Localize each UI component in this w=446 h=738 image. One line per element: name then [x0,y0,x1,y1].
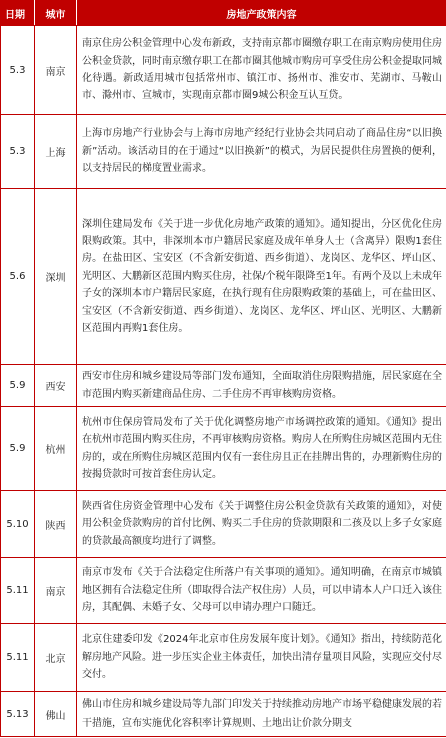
row-date: 5.3 [1,115,35,189]
table-row [1,558,446,624]
row-content: 佛山市住房和城乡建设局等九部门印发关于持续推动房地产市场平稳健康发展的若干措施，宣布实施优化容积率计算规则、土地出让价款分期支 [77,692,446,737]
table-row [1,115,446,189]
row-date: 5.3 [1,26,35,115]
row-city: 南京 [35,558,77,624]
row-date: 5.13 [1,692,35,737]
row-city: 佛山 [35,692,77,737]
row-city: 西安 [35,365,77,407]
row-content: 上海市房地产行业协会与上海市房地产经纪行业协会共同启动了商品住房“以旧换新”活动。该活动目的在于通过“以旧换新”的模式，为居民提供住房置换的便利，以支持居民的梯度置业需求。 [77,115,446,189]
row-content: 西安市住房和城乡建设局等部门发布通知，全面取消住房限购措施，居民家庭在全市范围内购买新建商品住房、二手住房不再审核购房资格。 [77,365,446,407]
row-date: 5.11 [1,624,35,692]
table-row [1,365,446,407]
table-row [1,189,446,365]
row-date: 5.9 [1,365,35,407]
row-city: 北京 [35,624,77,692]
row-date: 5.9 [1,407,35,491]
row-city: 杭州 [35,407,77,491]
table-row [1,692,446,737]
row-city: 陕西 [35,491,77,558]
row-content: 北京住建委印发《2024年北京市住房发展年度计划》。《通知》指出，持续防范化解房地产风险。进一步压实企业主体责任，加快出清存量项目风险，实现应交付尽交付。 [77,624,446,692]
table-row [1,491,446,558]
table-row [1,407,446,491]
row-content: 南京市发布《关于合法稳定住所落户有关事项的通知》。通知明确，在南京市城镇地区拥有合法稳定住所（即取得合法产权住房）人员，可以申请本人户口迁入该住房，其配偶、未婚子女、父母可以申请办理户口随迁。 [77,558,446,624]
row-city: 深圳 [35,189,77,365]
table-row [1,624,446,692]
header-city: 城市 [35,1,77,26]
row-date: 5.11 [1,558,35,624]
header-content: 房地产政策内容 [77,1,446,26]
row-city: 上海 [35,115,77,189]
row-content: 深圳住建局发布《关于进一步优化房地产政策的通知》。通知提出，分区优化住房限购政策。其中，非深圳本市户籍居民家庭及成年单身人士（含离异）限购1套住房。在盐田区、宝安区（不含新安街道、西乡街道）、龙岗区、龙华区、坪山区、光明区、大鹏新区范围内购买住房，社保/个税年限降至1年。有两个及以上未成年子女的深圳本市户籍居民家庭，在执行现有住房限购政策的基础上，可在盐田区、宝安区（不含新安街道、西乡街道）、龙岗区、龙华区、坪山区、光明区、大鹏新区范围内再购1套住房。 [77,189,446,365]
row-content: 南京住房公积金管理中心发布新政，支持南京都市圈缴存职工在南京购房使用住房公积金贷款，同时南京缴存职工在都市圈其他城市购房可享受住房公积金提取同城化待遇。新政适用城市包括常州市、镇江市、扬州市、淮安市、芜湖市、马鞍山市、滁州市、宣城市，实现南京都市圈9城公积金互认互贷。 [77,26,446,115]
row-date: 5.10 [1,491,35,558]
header-date: 日期 [1,1,35,26]
table-row [1,26,446,115]
row-date: 5.6 [1,189,35,365]
table-header-row [1,1,446,26]
row-content: 陕西省住房资金管理中心发布《关于调整住房公积金贷款有关政策的通知》，对使用公积金贷款购房的首付比例、购买二手住房的贷款期限和二孩及以上多子女家庭的贷款最高额度均进行了调整。 [77,491,446,558]
row-content: 杭州市住保房管局发布了关于优化调整房地产市场调控政策的通知。《通知》提出在杭州市范围内购买住房，不再审核购房资格。购房人在所购住房城区范围内无住房的，或在所购住房城区范围内仅有一套住房且正在挂牌出售的，办理新购住房的按揭贷款时可按首套住房认定。 [77,407,446,491]
row-city: 南京 [35,26,77,115]
